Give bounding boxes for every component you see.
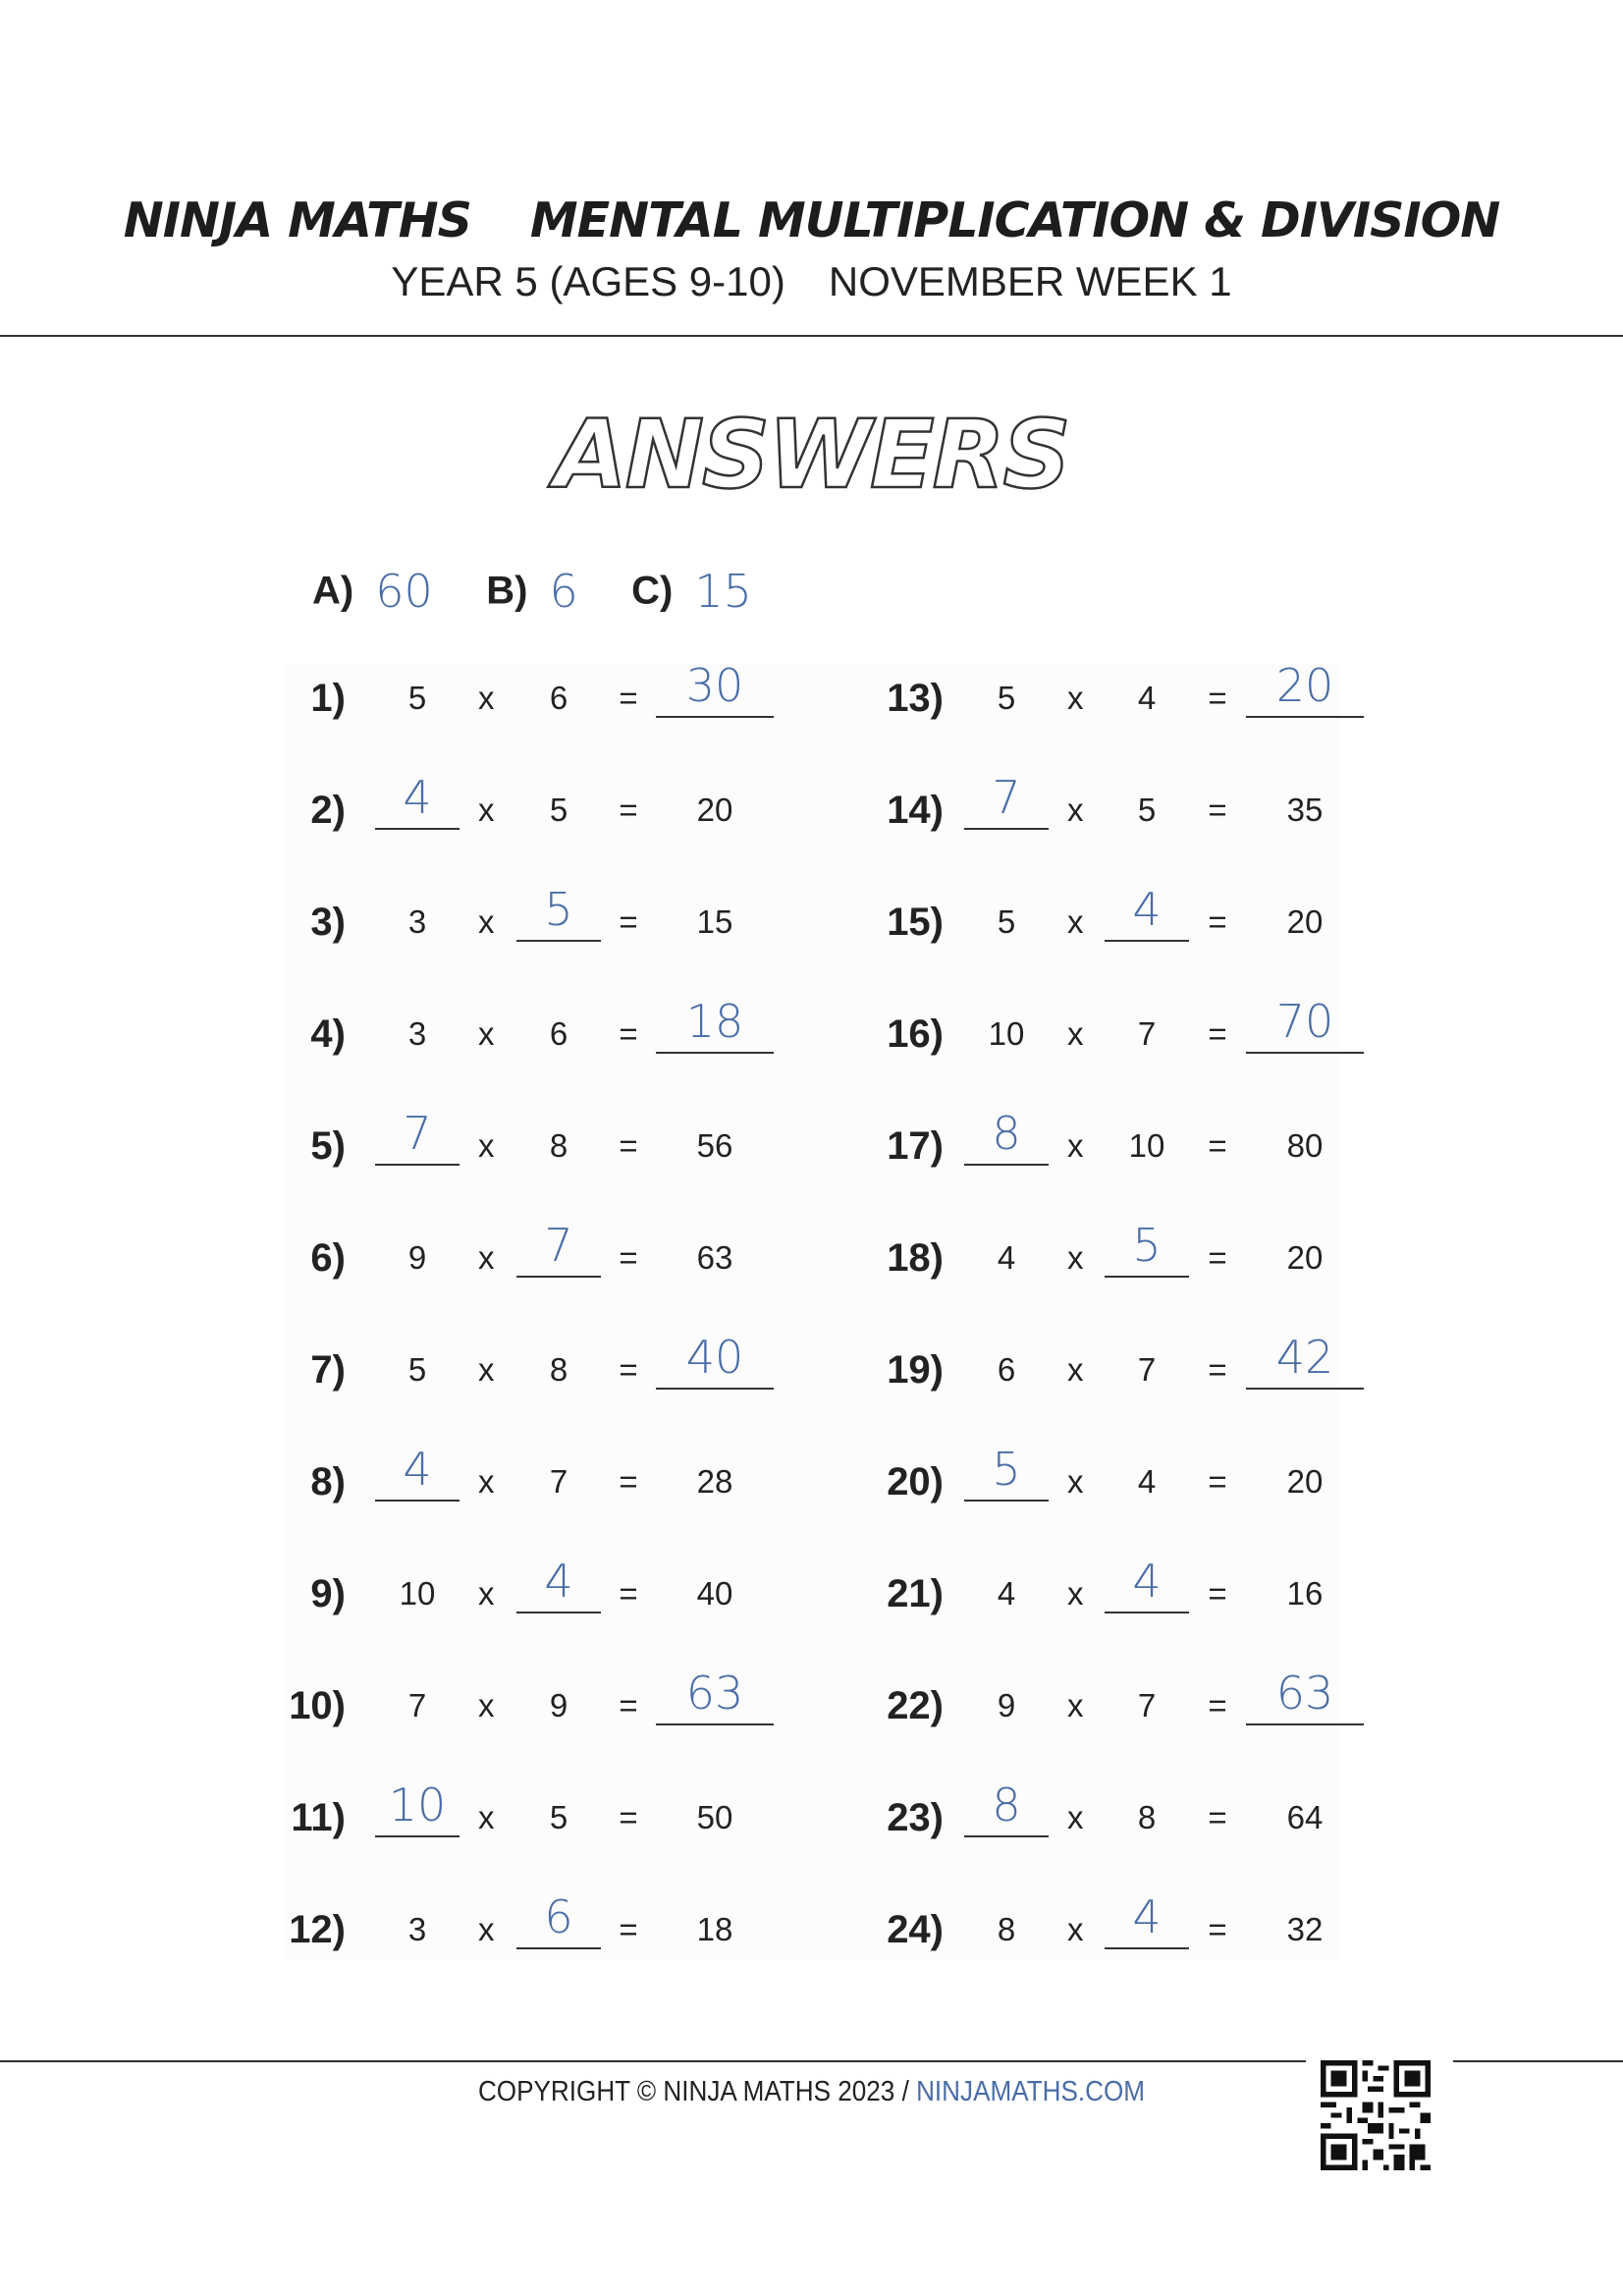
equals-sign: = xyxy=(1208,1127,1227,1164)
factor-b: 7 xyxy=(549,1463,568,1500)
factor-a: 8 xyxy=(997,1911,1016,1947)
product: 16 xyxy=(1286,1575,1324,1612)
equals-sign: = xyxy=(619,1799,638,1835)
factor-b: 6 xyxy=(549,1015,568,1052)
problem-number: 23) xyxy=(887,1796,944,1839)
factor-a: 4 xyxy=(997,1239,1016,1276)
answer-blank[interactable]: 42 xyxy=(1246,1331,1364,1390)
problem-number: 7) xyxy=(310,1348,346,1392)
week-label: NOVEMBER WEEK 1 xyxy=(828,258,1232,304)
website-link[interactable]: NINJAMATHS.COM xyxy=(916,2076,1146,2107)
factor-a: 9 xyxy=(997,1687,1016,1723)
factor-b: 7 xyxy=(1137,1015,1157,1052)
equals-sign: = xyxy=(1208,1015,1227,1052)
equals-sign: = xyxy=(1208,792,1227,828)
times-sign: x xyxy=(478,1911,495,1947)
problem-number: 9) xyxy=(310,1572,346,1615)
factor-a: 3 xyxy=(407,1015,427,1052)
warmup-answer: 6 xyxy=(549,565,578,618)
times-sign: x xyxy=(1067,1575,1084,1612)
problem-number: 6) xyxy=(310,1236,346,1280)
problem-number: 13) xyxy=(887,677,944,720)
product: 20 xyxy=(1286,903,1324,940)
equals-sign: = xyxy=(619,1463,638,1500)
equals-sign: = xyxy=(619,1351,638,1388)
problem-number: 8) xyxy=(310,1460,346,1503)
warmup-label: A) xyxy=(312,569,354,613)
equals-sign: = xyxy=(1208,1239,1227,1276)
equals-sign: = xyxy=(1208,1687,1227,1723)
product: 56 xyxy=(696,1127,733,1164)
warmup-answers xyxy=(312,565,801,624)
equals-sign: = xyxy=(619,1911,638,1947)
product: 80 xyxy=(1286,1127,1324,1164)
problem-number: 18) xyxy=(887,1236,944,1280)
header-divider xyxy=(0,335,1623,337)
warmup-item xyxy=(312,565,433,618)
problem-row xyxy=(0,883,1623,952)
equals-sign: = xyxy=(619,1127,638,1164)
answer-blank[interactable]: 4 xyxy=(516,1555,601,1613)
equals-sign: = xyxy=(1208,1463,1227,1500)
problem-number: 5) xyxy=(310,1124,346,1168)
problem-number: 12) xyxy=(289,1908,346,1951)
answer-blank[interactable]: 4 xyxy=(1105,1890,1189,1949)
problem-number: 20) xyxy=(887,1460,944,1503)
times-sign: x xyxy=(478,1575,495,1612)
answer-blank[interactable]: 63 xyxy=(656,1667,774,1725)
factor-b: 5 xyxy=(549,792,568,828)
factor-a: 9 xyxy=(407,1239,427,1276)
factor-b: 5 xyxy=(549,1799,568,1835)
equals-sign: = xyxy=(1208,1799,1227,1835)
copyright-text: COPYRIGHT © NINJA MATHS 2023 / xyxy=(477,2076,917,2107)
problem-number: 11) xyxy=(291,1796,346,1839)
times-sign: x xyxy=(478,1463,495,1500)
equals-sign: = xyxy=(619,1575,638,1612)
times-sign: x xyxy=(1067,792,1084,828)
answer-blank[interactable]: 10 xyxy=(375,1778,460,1837)
factor-a: 5 xyxy=(997,680,1016,716)
answer-blank[interactable]: 5 xyxy=(516,883,601,942)
factor-b: 8 xyxy=(549,1127,568,1164)
times-sign: x xyxy=(478,1687,495,1723)
factor-a: 4 xyxy=(997,1575,1016,1612)
equals-sign: = xyxy=(1208,1351,1227,1388)
answer-blank[interactable]: 8 xyxy=(964,1778,1049,1837)
product: 64 xyxy=(1286,1799,1324,1835)
times-sign: x xyxy=(478,792,495,828)
times-sign: x xyxy=(478,903,495,940)
factor-a: 3 xyxy=(407,1911,427,1947)
equals-sign: = xyxy=(619,1015,638,1052)
product: 20 xyxy=(1286,1463,1324,1500)
times-sign: x xyxy=(1067,1015,1084,1052)
factor-a: 6 xyxy=(997,1351,1016,1388)
problem-number: 14) xyxy=(887,789,944,832)
equals-sign: = xyxy=(619,792,638,828)
times-sign: x xyxy=(1067,1911,1084,1947)
problem-row xyxy=(0,995,1623,1064)
problem-row xyxy=(0,1443,1623,1511)
problem-row xyxy=(0,1219,1623,1287)
problem-number: 4) xyxy=(310,1012,346,1056)
problem-number: 21) xyxy=(887,1572,944,1615)
answer-blank[interactable]: 18 xyxy=(656,995,774,1054)
product: 20 xyxy=(1286,1239,1324,1276)
warmup-label: B) xyxy=(486,569,528,613)
product: 40 xyxy=(696,1575,733,1612)
times-sign: x xyxy=(478,1239,495,1276)
problem-number: 19) xyxy=(887,1348,944,1392)
product: 18 xyxy=(696,1911,733,1947)
problem-row xyxy=(0,1555,1623,1623)
answer-blank[interactable]: 20 xyxy=(1246,659,1364,718)
factor-b: 8 xyxy=(549,1351,568,1388)
factor-a: 10 xyxy=(399,1575,436,1612)
equals-sign: = xyxy=(1208,1911,1227,1947)
product: 15 xyxy=(696,903,733,940)
problem-number: 2) xyxy=(310,789,346,832)
product: 28 xyxy=(696,1463,733,1500)
times-sign: x xyxy=(1067,1687,1084,1723)
worksheet-header xyxy=(0,191,1623,307)
factor-a: 5 xyxy=(407,680,427,716)
answer-blank[interactable]: 5 xyxy=(964,1443,1049,1502)
product: 20 xyxy=(696,792,733,828)
problem-row xyxy=(0,1331,1623,1399)
times-sign: x xyxy=(1067,1239,1084,1276)
year-label: YEAR 5 (AGES 9-10) xyxy=(391,258,785,304)
answer-blank[interactable]: 7 xyxy=(964,771,1049,830)
equals-sign: = xyxy=(619,1687,638,1723)
equals-sign: = xyxy=(619,680,638,716)
times-sign: x xyxy=(1067,1127,1084,1164)
times-sign: x xyxy=(478,1015,495,1052)
problem-row xyxy=(0,1778,1623,1847)
warmup-item xyxy=(631,565,752,618)
factor-b: 6 xyxy=(549,680,568,716)
times-sign: x xyxy=(478,1799,495,1835)
brand-title: NINJA MATHS xyxy=(123,192,471,248)
factor-b: 4 xyxy=(1137,680,1157,716)
answer-blank[interactable]: 5 xyxy=(1105,1219,1189,1278)
factor-b: 10 xyxy=(1128,1127,1165,1164)
times-sign: x xyxy=(1067,680,1084,716)
problem-number: 16) xyxy=(887,1012,944,1056)
problem-row xyxy=(0,1890,1623,1959)
factor-b: 5 xyxy=(1137,792,1157,828)
factor-a: 7 xyxy=(407,1687,427,1723)
problem-number: 22) xyxy=(887,1684,944,1727)
factor-a: 5 xyxy=(997,903,1016,940)
problem-number: 15) xyxy=(887,901,944,944)
times-sign: x xyxy=(478,680,495,716)
factor-b: 7 xyxy=(1137,1687,1157,1723)
answer-blank[interactable]: 7 xyxy=(375,1107,460,1166)
equals-sign: = xyxy=(619,1239,638,1276)
problem-number: 1) xyxy=(310,677,346,720)
times-sign: x xyxy=(478,1351,495,1388)
problem-row xyxy=(0,1107,1623,1175)
product: 63 xyxy=(696,1239,733,1276)
factor-b: 9 xyxy=(549,1687,568,1723)
answer-blank[interactable]: 63 xyxy=(1246,1667,1364,1725)
answers-heading: ANSWERS xyxy=(554,400,1069,510)
problem-grid xyxy=(285,664,1339,1960)
problem-row xyxy=(0,1667,1623,1735)
warmup-label: C) xyxy=(631,569,674,613)
times-sign: x xyxy=(1067,903,1084,940)
answer-blank[interactable]: 40 xyxy=(656,1331,774,1390)
times-sign: x xyxy=(478,1127,495,1164)
topic-title: MENTAL MULTIPLICATION & DIVISION xyxy=(529,192,1500,248)
answer-blank[interactable]: 7 xyxy=(516,1219,601,1278)
factor-a: 10 xyxy=(988,1015,1025,1052)
problem-number: 24) xyxy=(887,1908,944,1951)
problem-number: 10) xyxy=(289,1684,346,1727)
product: 32 xyxy=(1286,1911,1324,1947)
times-sign: x xyxy=(1067,1351,1084,1388)
answer-blank[interactable]: 4 xyxy=(375,771,460,830)
factor-a: 3 xyxy=(407,903,427,940)
subtitle-line xyxy=(0,256,1623,307)
answer-blank[interactable]: 30 xyxy=(656,659,774,718)
factor-a: 5 xyxy=(407,1351,427,1388)
answer-blank[interactable]: 4 xyxy=(1105,1555,1189,1613)
equals-sign: = xyxy=(1208,903,1227,940)
product: 35 xyxy=(1286,792,1324,828)
times-sign: x xyxy=(1067,1463,1084,1500)
answer-blank[interactable]: 4 xyxy=(375,1443,460,1502)
warmup-answer: 15 xyxy=(694,565,752,618)
product: 50 xyxy=(696,1799,733,1835)
warmup-item xyxy=(486,565,578,618)
equals-sign: = xyxy=(619,903,638,940)
answer-blank[interactable]: 6 xyxy=(516,1890,601,1949)
answer-blank[interactable]: 8 xyxy=(964,1107,1049,1166)
warmup-answer: 60 xyxy=(375,565,433,618)
factor-b: 4 xyxy=(1137,1463,1157,1500)
factor-b: 8 xyxy=(1137,1799,1157,1835)
equals-sign: = xyxy=(1208,680,1227,716)
problem-row xyxy=(0,659,1623,728)
times-sign: x xyxy=(1067,1799,1084,1835)
problem-number: 17) xyxy=(887,1124,944,1168)
problem-number: 3) xyxy=(310,901,346,944)
answer-blank[interactable]: 70 xyxy=(1246,995,1364,1054)
answer-blank[interactable]: 4 xyxy=(1105,883,1189,942)
factor-b: 7 xyxy=(1137,1351,1157,1388)
equals-sign: = xyxy=(1208,1575,1227,1612)
problem-row xyxy=(0,771,1623,840)
qr-code-icon xyxy=(1321,2060,1431,2170)
title-line xyxy=(0,191,1623,250)
